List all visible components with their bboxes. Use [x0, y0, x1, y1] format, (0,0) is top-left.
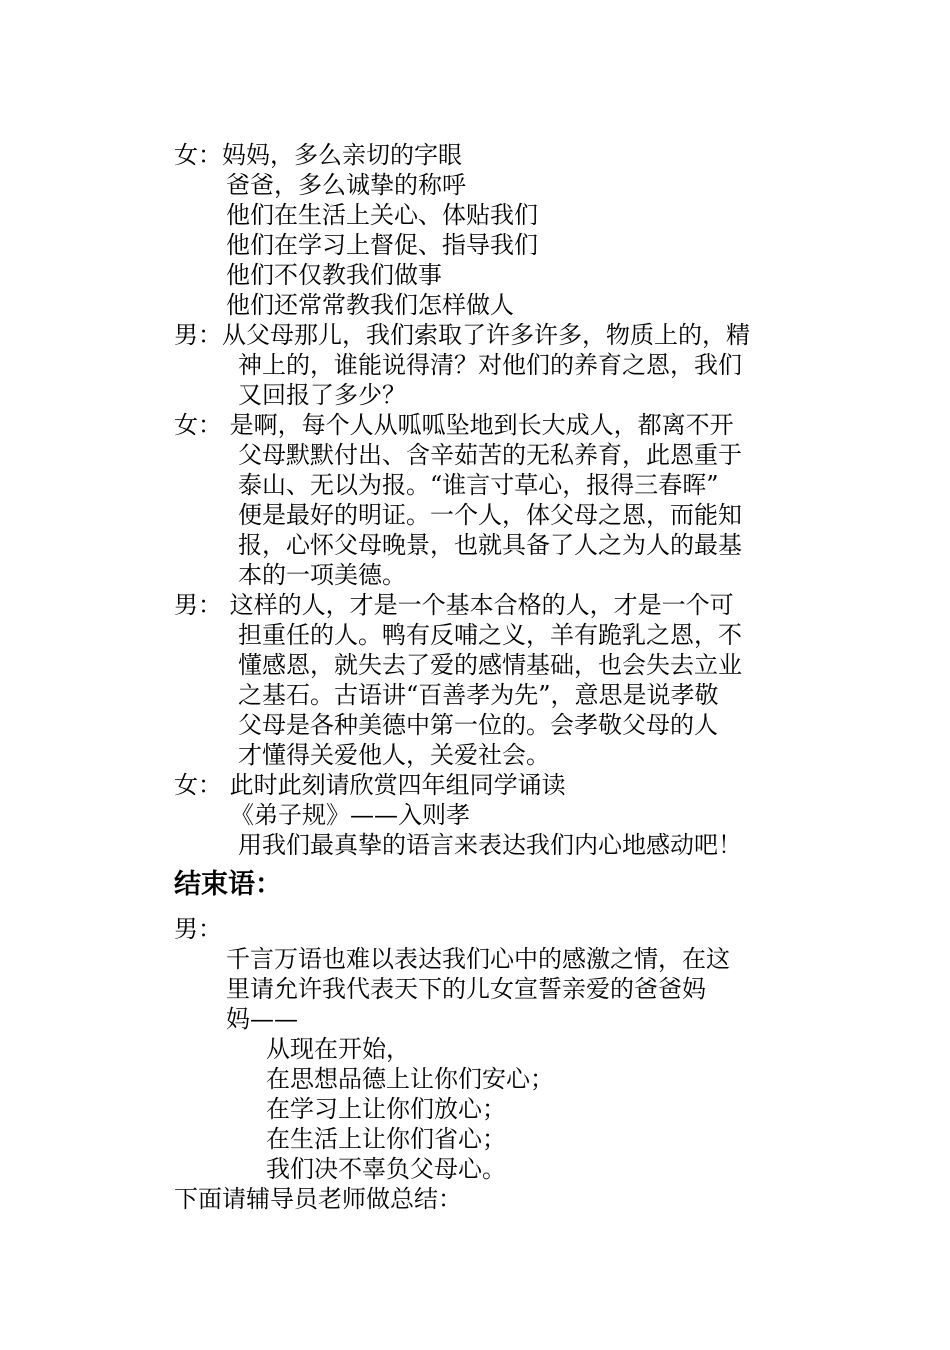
- closing-line: 在生活上让你们省心；: [266, 1125, 506, 1153]
- dialogue-line: 女： 是啊，每个人从呱呱坠地到长大成人，都离不开: [174, 411, 734, 439]
- dialogue-line: 女： 此时此刻请欣赏四年组同学诵读: [174, 771, 566, 799]
- dialogue-line: 他们还常常教我们怎样做人: [226, 291, 514, 319]
- dialogue-line: 懂感恩，就失去了爱的感情基础，也会失去立业: [238, 651, 742, 679]
- closing-line: 从现在开始，: [266, 1035, 410, 1063]
- dialogue-line: 父母是各种美德中第一位的。会孝敬父母的人: [238, 711, 718, 739]
- dialogue-line: 父母默默付出、含辛茹苦的无私养育，此恩重于: [238, 441, 742, 469]
- closing-line: 里请允许我代表天下的儿女宣誓亲爱的爸爸妈: [226, 975, 706, 1003]
- dialogue-line: 本的一项美德。: [238, 561, 406, 589]
- closing-line: 男：: [174, 915, 222, 943]
- closing-line: 我们决不辜负父母心。: [266, 1155, 506, 1183]
- dialogue-line: 男：从父母那儿，我们索取了许多许多，物质上的，精: [174, 321, 750, 349]
- dialogue-line: 报，心怀父母晚景，也就具备了人之为人的最基: [238, 531, 742, 559]
- closing-heading: 结束语：: [174, 869, 282, 900]
- closing-line: 在学习上让你们放心；: [266, 1095, 506, 1123]
- dialogue-line: 用我们最真挚的语言来表达我们内心地感动吧！: [238, 831, 742, 859]
- dialogue-line: 泰山、无以为报。“谁言寸草心，报得三春晖”: [238, 471, 719, 499]
- closing-line: 下面请辅导员老师做总结：: [174, 1185, 462, 1213]
- closing-line: 妈——: [226, 1005, 298, 1033]
- dialogue-line: 爸爸，多么诚挚的称呼: [226, 171, 466, 199]
- dialogue-line: 男： 这样的人，才是一个基本合格的人，才是一个可: [174, 591, 734, 619]
- dialogue-line: 便是最好的明证。一个人，体父母之恩，而能知: [238, 501, 742, 529]
- dialogue-line: 他们在生活上关心、体贴我们: [226, 201, 538, 229]
- closing-line: 千言万语也难以表达我们心中的感激之情，在这: [226, 945, 730, 973]
- dialogue-line: 他们不仅教我们做事: [226, 261, 442, 289]
- dialogue-line: 担重任的人。鸭有反哺之义，羊有跪乳之恩，不: [238, 621, 742, 649]
- dialogue-line: 之基石。古语讲“百善孝为先”，意思是说孝敬: [238, 681, 719, 709]
- dialogue-line: 他们在学习上督促、指导我们: [226, 231, 538, 259]
- dialogue-line: 又回报了多少？: [238, 381, 406, 409]
- closing-line: 在思想品德上让你们安心；: [266, 1065, 554, 1093]
- dialogue-line: 神上的，谁能说得清？对他们的养育之恩，我们: [238, 351, 742, 379]
- dialogue-line: 才懂得关爱他人，关爱社会。: [238, 741, 550, 769]
- dialogue-line: 女：妈妈，多么亲切的字眼: [174, 141, 462, 169]
- dialogue-line: 《弟子规》——入则孝: [230, 801, 470, 829]
